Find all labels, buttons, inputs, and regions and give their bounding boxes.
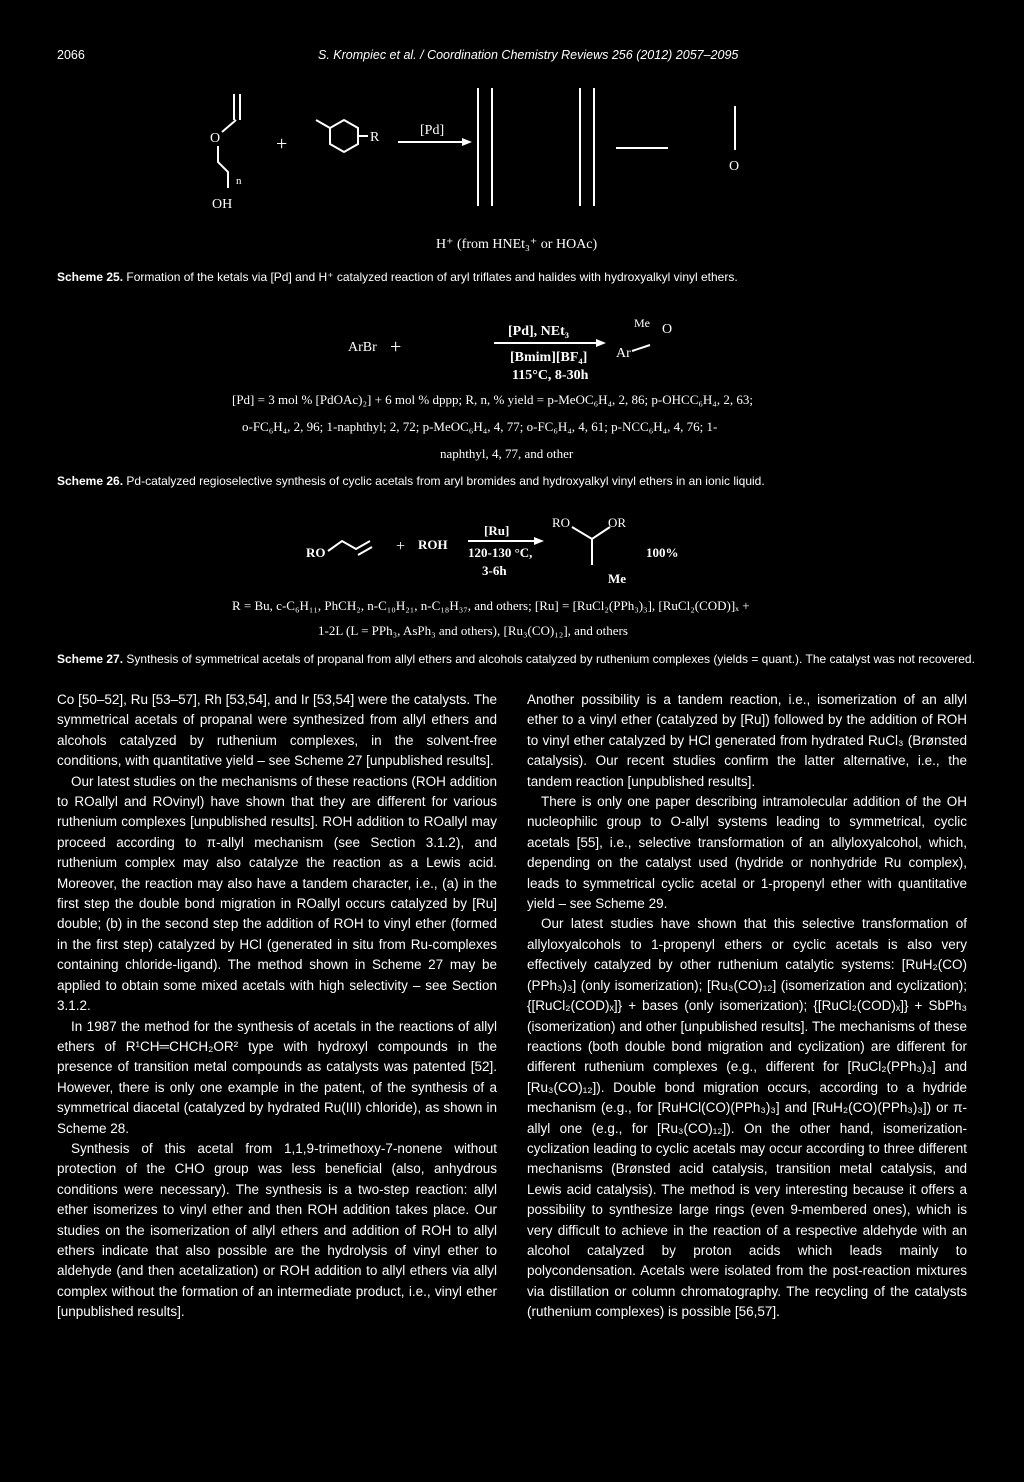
s26-product-me: Me — [634, 316, 650, 330]
scheme-25-label: Scheme 25. — [57, 270, 124, 284]
scheme-26-caption — [57, 474, 977, 488]
scheme-25-figure — [0, 80, 1024, 265]
scheme-25-caption — [57, 270, 977, 284]
scheme-26-text: Pd-catalyzed regioselective synthesis of cyclic acetals from aryl bromides and hydroxyalkyl vinyl ethers in an ionic liquid. — [126, 474, 765, 488]
scheme-27-figure — [0, 505, 1024, 590]
s27-yield: 100% — [646, 545, 679, 560]
s25-vinyl-bond-3 — [222, 120, 236, 132]
s25-plus: + — [276, 133, 288, 155]
scheme-26-figure — [0, 305, 1024, 385]
body-left-column — [57, 690, 497, 1323]
s27-p-me: Me — [608, 571, 627, 586]
s26-product-o: O — [662, 322, 673, 337]
s27-plus: + — [396, 538, 406, 555]
s27-time: 3-6h — [482, 563, 507, 578]
s27-p-or: OR — [608, 515, 627, 530]
scheme-26-note-3: naphthyl, 4, 77, and other — [440, 446, 574, 461]
body-right-para-2: There is only one paper describing intramolecular addition of the OH nucleophilic group to O-allyl systems leading to symmetrical, cyclic acetals [55], i.e., selective transformation of an allyloxyalcohol, which, depending on the catalyst used (hydride or nonhydride Ru complex), leads to symmetrical cyclic acetal or 1-propenyl ether with quantitative yield – see Scheme 29. — [527, 794, 967, 912]
s27-temp: 120-130 °C, — [468, 545, 533, 560]
scheme-27-label: Scheme 27. — [57, 652, 124, 666]
s26-plus: + — [390, 336, 402, 358]
body-left-para-2: Our latest studies on the mechanisms of these reactions (ROH addition to ROallyl and ROvinyl) have shown that they are different for various ruthenium complexes [unpublished results]. ROH addition to ROallyl may proceed according to π-allyl mechanism (see Section 3.1.2), and ruthenium complex may also catalyze the reaction as a Lewis acid. Moreover, the reaction may also have a tandem character, i.e., (a) in the first step the double bond migration in ROallyl occurs catalyzed by [Ru] double; (b) in the second step the addition of ROH to vinyl ether (formed in the first step) catalyzed by HCl (generated in situ from Ru-complexes containing chloride-ligand). The method shown in Scheme 27 may be applied to obtain some mixed acetals with high selectivity – see Section 3.1.2. — [57, 773, 497, 1014]
scheme-25-text: Formation of the ketals via [Pd] and H⁺ catalyzed reaction of aryl triflates and halides with hydroxyalkyl vinyl ethers. — [126, 270, 738, 284]
s25-r-label: R — [370, 130, 380, 145]
s27-arrowhead — [534, 537, 544, 545]
s26-reactant: ArBr — [348, 340, 377, 355]
s25-arrowhead — [462, 138, 472, 146]
s25-oh-label: OH — [212, 197, 233, 212]
scheme-26-note-1: [Pd] = 3 mol % [PdOAc)₂] + 6 mol % dppp; R, n, % yield = p-MeOC₆H₄, 2, 86; p-OHCC₆H₄, 2, 63; — [232, 392, 753, 407]
s27-allyl-chain — [328, 541, 370, 551]
scheme-26-note-2: o-FC₆H₄, 2, 96; 1-naphthyl; 2, 72; p-MeOC₆H₄, 4, 77; o-FC₆H₄, 4, 61; p-NCC₆H₄, 4, 76; 1- — [242, 419, 718, 434]
s25-chain — [218, 146, 228, 188]
journal-citation: S. Krompiec et al. / Coordination Chemistry Reviews 256 (2012) 2057–2095 — [318, 48, 739, 62]
s25-acid: H⁺ (from HNEt₃⁺ or HOAc) — [436, 237, 598, 252]
s25-o-label: O — [210, 131, 221, 146]
s27-allyl-db — [358, 547, 372, 555]
s26-cond-bot: 115°C, 8-30h — [512, 368, 589, 383]
s25-aryl-substituent — [316, 120, 330, 128]
s27-ro: RO — [306, 545, 326, 560]
body-left-para-3: In 1987 the method for the synthesis of acetals in the reactions of allyl ethers of R¹CH═CHCH₂OR² type with hydroxyl compounds in the presence of transition metal compounds as catalysts was patented [52]. However, there is only one example in the patent, of the synthesis of a symmetrical diacetal (catalyzed by hydrated Ru(III) chloride), as shown in Scheme 28. — [57, 1018, 497, 1136]
s25-aryl-ring — [330, 120, 358, 152]
body-right-para-3: Our latest studies have shown that this selective transformation of allyloxyalcohols to 1-propenyl ethers or cyclic acetals is also very effectively catalyzed by other ruthenium catalytic systems: [RuH₂(CO)(PPh₃)₃] (only isomerization); [Ru₃(CO)₁₂] (isomerization and cyclization); {[RuCl₂(COD)ₓ]} + bases (only isomerization); {[RuCl₂(COD)ₓ]} + SbPh₃ (isomerization) and other [unpublished results]. The mechanisms of these reactions (both double bond migration and cyclization) are different for different ruthenium complexes (e.g., different for [RuCl₂(PPh₃)₃] and [Ru₃(CO)₁₂]). Double bond migration occurs, according to a hydride mechanism (e.g., for [RuHCl(CO)(PPh₃)₃] and [RuH₂(CO)(PPh₃)₃]) or π-allyl one (e.g., for [Ru₃(CO)₁₂]). On the other hand, isomerization-cyclization leading to cyclic acetals may occur according to three different mechanisms (Brønsted acid catalysis, transition metal catalysis, and Lewis acid catalysis). The method is very interesting because it offers a possibility to synthesize large rings (even 9-membered ones), which is very difficult to achieve in the reaction of a respective aldehyde with an alcohol catalyzed by proton acids which leads mainly to polycondensation. Acetals were isolated from the post-reaction mixtures via distillation or column chromatography. The recycling of the catalysts (ruthenium complexes) is possible [56,57]. — [527, 916, 967, 1320]
s26-product-ar: Ar — [616, 346, 631, 361]
s27-cat: [Ru] — [484, 523, 510, 538]
scheme-26-label: Scheme 26. — [57, 474, 124, 488]
s26-product-bond — [632, 345, 650, 351]
s25-n-label: n — [236, 175, 242, 187]
s26-cond-top: [Pd], NEt₃ — [508, 324, 569, 339]
body-left-para-1: Co [50–52], Ru [53–57], Rh [53,54], and Ir [53,54] were the catalysts. The symmetrical acetals of propanal were synthesized from allyl ethers and alcohols catalyzed by ruthenium complexes, in the solvent-free conditions, with quantitative yield – see Scheme 27 [unpublished results]. — [57, 692, 497, 769]
body-left-para-4: Synthesis of this acetal from 1,1,9-trimethoxy-7-nonene without protection of the CHO group was less beneficial (also, anhydrous conditions were necessary). The synthesis is a two-step reaction: allyl ether isomerizes to vinyl ether and then ROH addition takes place. Our studies on the isomerization of allyl ethers and addition of ROH to allyl ethers indicate that also possible are the hydrolysis of vinyl ether to aldehyde (and then acetalization) or ROH addition to allyl ethers via allyl complex without the formation of an intermediate product, i.e., vinyl ether [unpublished results]. — [57, 1140, 497, 1320]
scheme-27-note-2: 1-2L (L = PPh₃, AsPh₃ and others), [Ru₃(CO)₁₂], and others — [318, 623, 628, 638]
scheme-27-text: Synthesis of symmetrical acetals of propanal from allyl ethers and alcohols catalyzed by ruthenium complexes (yields = quant.). The catalyst was not recovered. — [126, 652, 975, 666]
scheme-27-note-1: R = Bu, c-C₆H₁₁, PhCH₂, n-C₁₀H₂₁, n-C₁₈H₃₇, and others; [Ru] = [RuCl₂(PPh₃)₃], [RuCl₂(COD)]ₓ + — [232, 598, 750, 613]
s26-arrowhead — [596, 339, 606, 347]
page-number: 2066 — [57, 48, 85, 62]
body-right-column — [527, 690, 967, 1323]
s25-catalyst: [Pd] — [420, 123, 445, 138]
s27-roh: ROH — [418, 537, 448, 552]
s27-p-ro: RO — [552, 515, 571, 530]
s27-acetal-core — [572, 527, 610, 539]
scheme-27-caption — [57, 652, 977, 666]
s25-product-o: O — [729, 159, 740, 174]
body-right-para-1: Another possibility is a tandem reaction, i.e., isomerization of an allyl ether to a vinyl ether (catalyzed by [Ru]) followed by the addition of ROH to vinyl ether catalyzed by HCl generated from hydrated RuCl₃ (Brønsted catalysis). Our recent studies confirm the latter alternative, i.e., the tandem reaction [unpublished results]. — [527, 692, 967, 789]
s26-cond-mid: [Bmim][BF₄] — [510, 350, 588, 365]
